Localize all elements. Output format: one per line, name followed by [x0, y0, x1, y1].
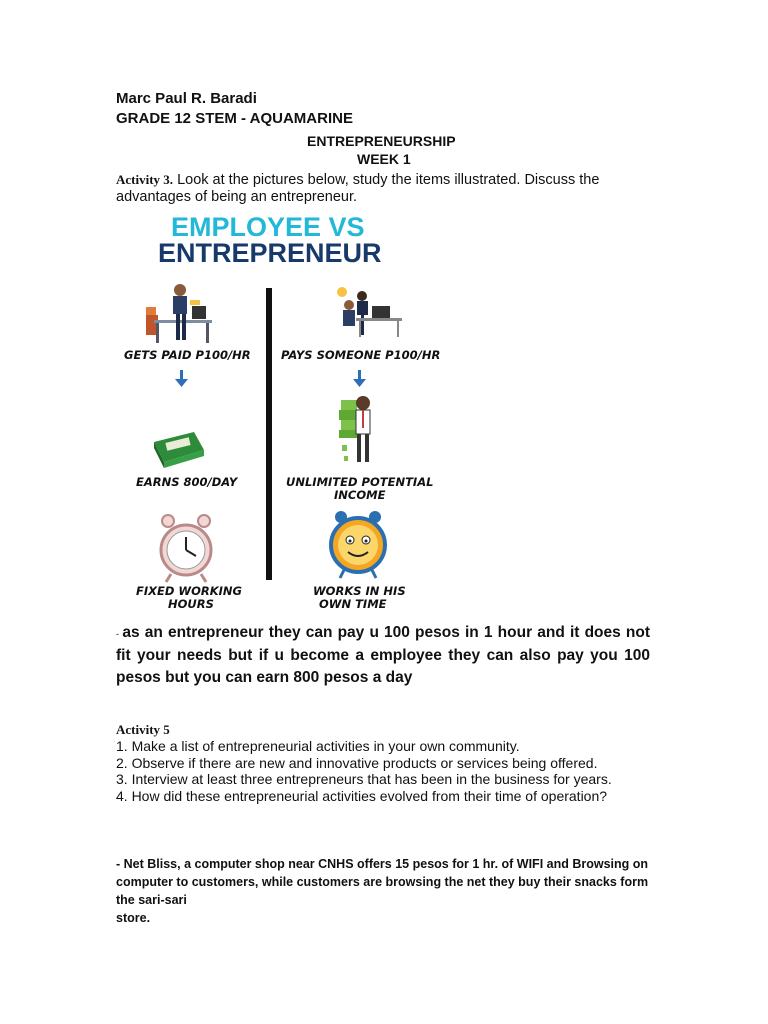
answer5-line1: - Net Bliss, a computer shop near CNHS offers 15 pesos for 1 hr. of WIFI and Browsing on computer to customers, while customers are browsing the net they buy their snacks form the sari-sari	[116, 857, 649, 907]
answer5-line2: store.	[116, 911, 151, 925]
employee-vs-entrepreneur-infographic	[116, 210, 461, 615]
entrepreneur-earnings-label-line1: UNLIMITED POTENTIAL	[286, 475, 434, 489]
infographic-title-line1: EMPLOYEE VS	[171, 212, 365, 242]
employee-earnings-label: EARNS 800/DAY	[136, 475, 238, 489]
activity3-label: Activity 3.	[116, 172, 174, 187]
list-item: 1. Make a list of entrepreneurial activities in your own community.	[116, 738, 520, 754]
answer3-text: as an entrepreneur they can pay u 100 pesos in 1 hour and it does not fit your needs but if u become a employee they can also pay you 100 pesos but you can earn 800 pesos a day	[116, 624, 650, 686]
infographic-title-line2: ENTREPRENEUR	[158, 238, 382, 268]
student-name: Marc Paul R. Baradi	[116, 90, 257, 107]
employee-hours-label-line1: FIXED WORKING	[136, 584, 242, 598]
activity5-list	[116, 738, 656, 804]
down-arrow-icon	[353, 370, 366, 387]
entrepreneur-hours-label-line2: OWN TIME	[319, 597, 387, 611]
alarm-clock-icon	[161, 515, 211, 582]
week-label: WEEK 1	[357, 151, 411, 167]
activity5-label: Activity 5	[116, 722, 170, 737]
entrepreneur-earnings-label-line2: INCOME	[334, 488, 386, 502]
list-item: 4. How did these entrepreneurial activities evolved from their time of operation?	[116, 787, 608, 804]
activity5-answer	[116, 855, 656, 927]
activity3-answer	[116, 622, 650, 689]
grade-section: GRADE 12 STEM - AQUAMARINE	[116, 110, 353, 127]
entrepreneur-office-icon	[337, 287, 402, 337]
employee-pay-label: GETS PAID P100/HR	[124, 348, 251, 362]
down-arrow-icon	[175, 370, 188, 387]
answer3-dash: -	[116, 629, 123, 639]
money-stack-icon	[154, 432, 204, 468]
activity3-text: Look at the pictures below, study the items illustrated. Discuss the advantages of being an entrepreneur.	[116, 172, 600, 205]
employee-hours-label-line2: HOURS	[168, 597, 214, 611]
entrepreneur-money-icon	[339, 396, 370, 462]
entrepreneur-hours-label-line1: WORKS IN HIS	[313, 584, 406, 598]
divider-line	[266, 288, 272, 580]
subject-title: ENTREPRENEURSHIP	[307, 133, 456, 149]
list-item: 2. Observe if there are new and innovative products or services being offered.	[116, 754, 598, 771]
activity3-instruction	[116, 171, 636, 206]
list-item: 3. Interview at least three entrepreneurs that has been in the business for years.	[116, 771, 612, 787]
entrepreneur-pay-label: PAYS SOMEONE P100/HR	[281, 348, 441, 362]
happy-clock-icon	[331, 511, 385, 578]
employee-desk-icon	[146, 284, 212, 343]
